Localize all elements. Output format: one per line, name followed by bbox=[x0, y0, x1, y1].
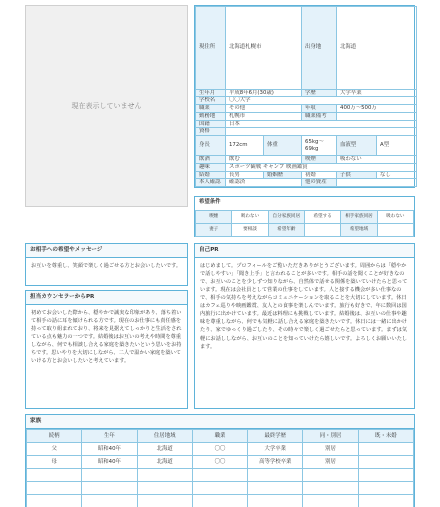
self-pr-title: 自己PR bbox=[195, 244, 414, 258]
preferences-panel bbox=[194, 196, 415, 237]
family-title: 家族 bbox=[26, 415, 414, 429]
profile-row-address: 現住所 北海道札幌市 出身地 北海道 bbox=[196, 7, 417, 90]
profile-row-marriage: 結婚 長男 婚姻歴 初婚 子供 なし bbox=[196, 171, 417, 179]
profile-row-job: 職業 その他 年収 400万～500万 bbox=[196, 105, 417, 113]
counselor-panel bbox=[25, 290, 188, 409]
profile-row-hobby: 趣味 スポーツ観戦 キャンプ 映画鑑賞 bbox=[196, 163, 417, 171]
self-pr-body: はじめまして。プロフィールをご覧いただきありがとうございます。周囲からは「穏やかで話しやすい」「聞き上手」と言われることが多いです。相手の話を聞くことが好きなので、お互いのことを少しずつ知りながら、自然体で話せる関係を築いていけたらと思っています。現在は会社員として営業の仕事をしています。人と接する機会が多い仕事なので、相手の気持ちを考えながらコミュニケーションを取ることを大切にしています。休日はカフェ巡りや映画鑑賞、友人との食事を楽しんでいます。旅行も好きで、年に数回は国内旅行に出かけています。最近は料理にも挑戦しています。結婚後は、お互いの仕事や趣味を尊重しながら、何でも気軽に話し合える家庭を築きたいです。休日には一緒に出かけたり、家でゆっくり過ごしたり、その時々で楽しく過ごせたらと思っています。まずは気軽にお話ししながら、お互いのことを知っていけたら嬉しいです。よろしくお願いいたします。 bbox=[200, 262, 408, 350]
profile-row-drinking: 飲酒 飲む 喫煙 吸わない bbox=[196, 156, 417, 164]
family-row-empty bbox=[27, 481, 414, 494]
family-row-empty bbox=[27, 468, 414, 481]
family-panel bbox=[25, 414, 415, 507]
profile-row-birth: 生年月 平成8年6月(30歳) 学歴 大学卒業 bbox=[196, 89, 417, 97]
profile-row-qualification: 資格 bbox=[196, 128, 417, 136]
preferences-row: 喫煙 吸わない 自分家族同居 希望する 相手家族同居 吸わない bbox=[196, 211, 414, 224]
preferences-title: 希望条件 bbox=[199, 199, 221, 205]
profile-row-workplace: 勤務地 札幌市 職業備考 bbox=[196, 112, 417, 120]
wish-panel bbox=[25, 243, 188, 286]
profile-row-identity: 本人確認 確認済 他の資産 bbox=[196, 179, 417, 187]
wish-title: お相手への希望やメッセージ bbox=[26, 244, 187, 258]
family-header-row: 続柄 生年 住居地域 職業 最終学歴 同・別居 既・未婚 bbox=[27, 429, 414, 442]
family-row: 父 昭和40年 北海道 〇〇 大学卒業 別居 bbox=[27, 442, 414, 455]
photo-placeholder bbox=[25, 5, 188, 207]
wish-body: お互いを尊重し、笑顔で楽しく過ごせる方とお会いしたいです。 bbox=[31, 262, 182, 269]
preferences-row: 妻子 要相談 希望年齢 希望地域 bbox=[196, 224, 414, 237]
profile-row-nationality: 国籍 日本 bbox=[196, 120, 417, 128]
photo-placeholder-text: 現在表示していません bbox=[71, 101, 142, 110]
profile-table bbox=[194, 5, 415, 188]
profile-row-school: 学校名 〇〇大学 bbox=[196, 97, 417, 105]
self-pr-panel bbox=[194, 243, 415, 409]
counselor-body: 初めてお会いした際から、穏やかで誠実な印象があり、落ち着いて相手の話に耳を傾けられる方です。現在のお仕事にも責任感を持って取り組まれており、将来を見据えてしっかりと生活をされている点も魅力の一つです。結婚後はお互いの考えや時間を尊重しながら、何でも相談し合える家庭を築きたいという思いをお持ちです。思いやりを大切にしながら、二人で温かい家庭を築いていける方とお会いしたいと考えています。 bbox=[31, 309, 182, 365]
counselor-title: 担当カウンセラーからPR bbox=[26, 291, 187, 305]
profile-row-body: 身長 172cm 体重 65kg～69kg 血液型 A型 bbox=[196, 136, 417, 156]
family-row: 母 昭和40年 北海道 〇〇 高等学校卒業 別居 bbox=[27, 455, 414, 468]
family-row-empty bbox=[27, 494, 414, 507]
